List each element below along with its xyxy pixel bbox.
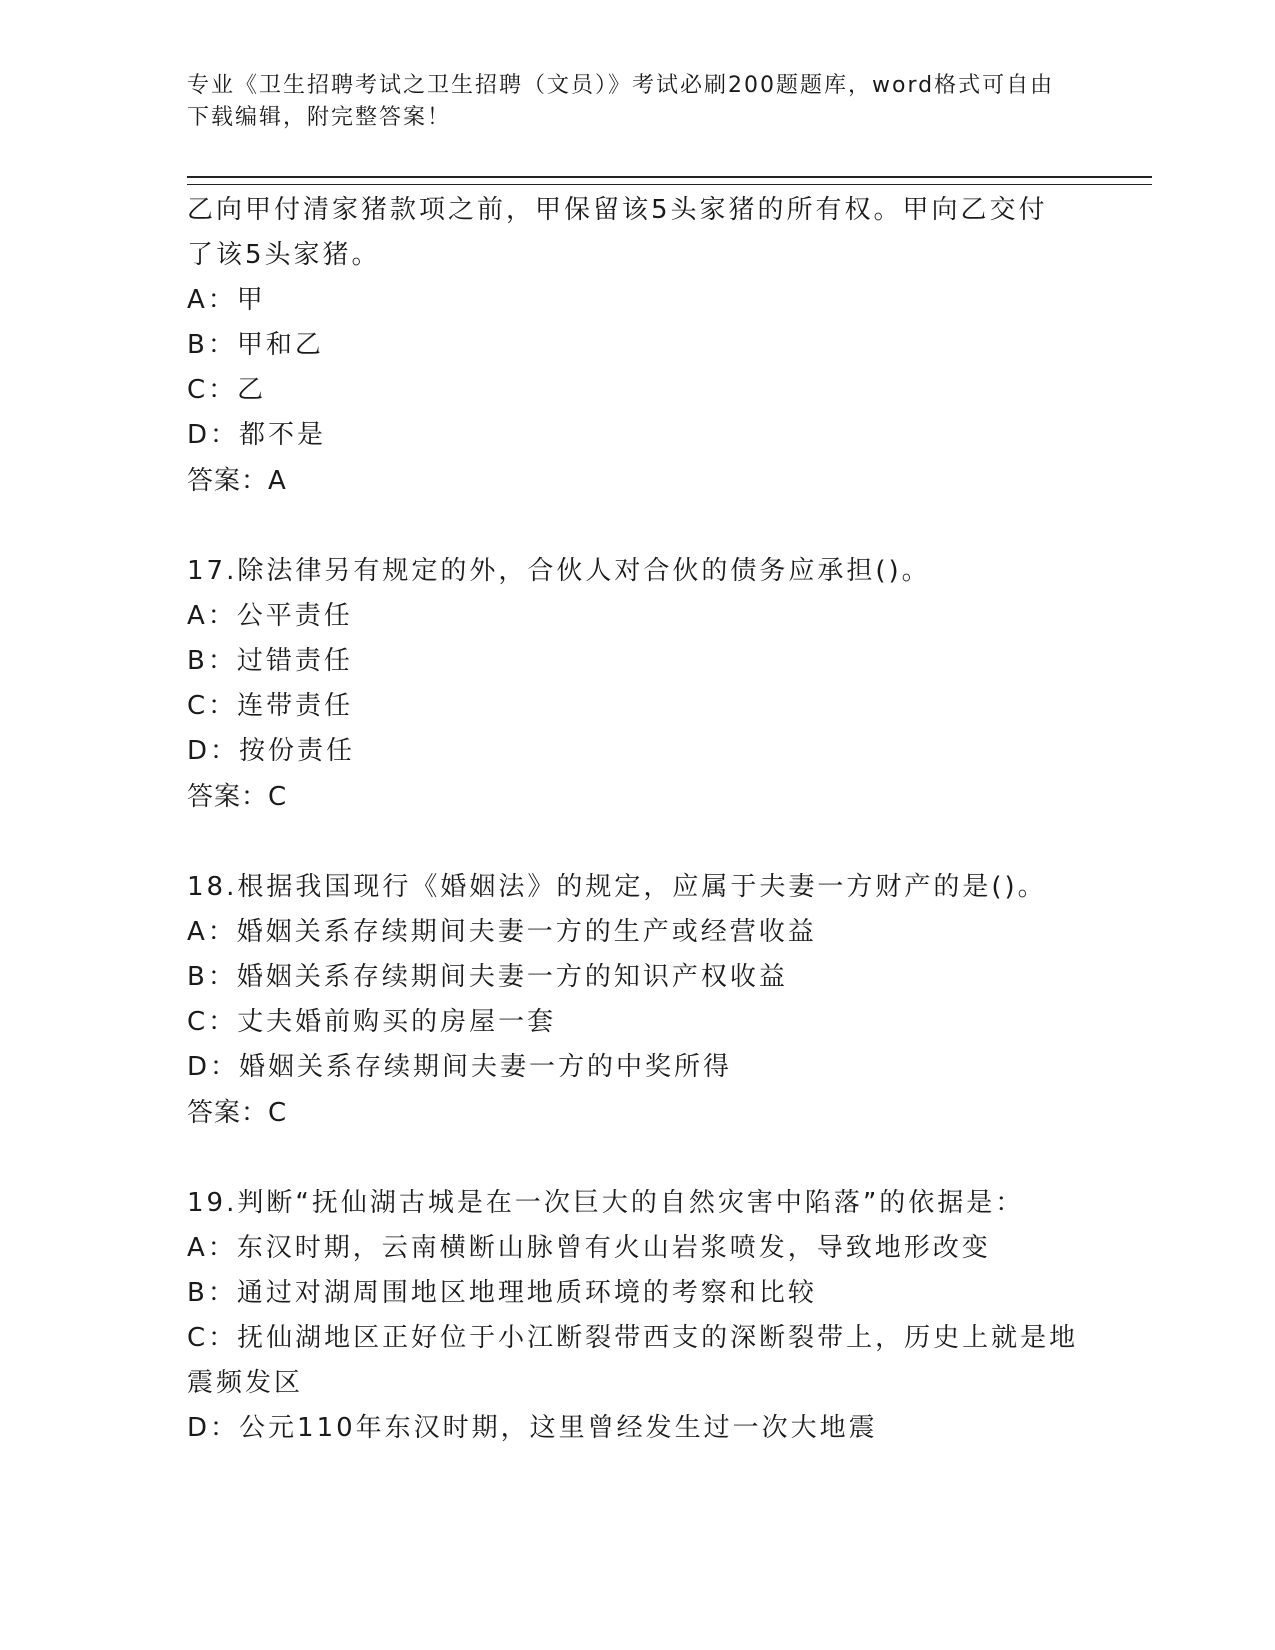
option-b: B：甲和乙 <box>187 330 324 360</box>
option-c: C：丈夫婚前购买的房屋一套 <box>187 1007 557 1037</box>
question-continuation-line: 乙向甲付清家猪款项之前，甲保留该5头家猪的所有权。甲向乙交付 <box>187 195 1048 225</box>
answer-label: 答案：C <box>187 782 288 812</box>
option-d: D：都不是 <box>187 420 327 450</box>
option-a: A：东汉时期，云南横断山脉曾有火山岩浆喷发，导致地形改变 <box>187 1233 991 1263</box>
document-header: 专业《卫生招聘考试之卫生招聘（文员）》考试必刷200题题库，word格式可自由下载编辑，附完整答案！ <box>187 73 1055 130</box>
option-a: A：甲 <box>187 285 266 315</box>
document-body <box>187 188 1087 1451</box>
question-stem: 19.判断“抚仙湖古城是在一次巨大的自然灾害中陷落”的依据是： <box>187 1188 1025 1218</box>
option-a: A：公平责任 <box>187 601 353 631</box>
spacer <box>187 1136 1087 1181</box>
option-c: C：乙 <box>187 375 267 405</box>
option-b: B：通过对湖周围地区地理地质环境的考察和比较 <box>187 1278 817 1308</box>
option-a: A：婚姻关系存续期间夫妻一方的生产或经营收益 <box>187 917 817 947</box>
header-divider <box>187 176 1152 185</box>
spacer <box>187 504 1087 549</box>
option-b: B：婚姻关系存续期间夫妻一方的知识产权收益 <box>187 962 788 992</box>
option-c: C：连带责任 <box>187 691 354 721</box>
question-stem: 18.根据我国现行《婚姻法》的规定，应属于夫妻一方财产的是()。 <box>187 872 1047 902</box>
answer-label: 答案：C <box>187 1098 288 1128</box>
option-d: D：按份责任 <box>187 736 356 766</box>
option-c: C：抚仙湖地区正好位于小江断裂带西支的深断裂带上，历史上就是地震频发区 <box>187 1323 1079 1398</box>
option-b: B：过错责任 <box>187 646 353 676</box>
option-d: D：婚姻关系存续期间夫妻一方的中奖所得 <box>187 1052 733 1082</box>
option-d: D：公元110年东汉时期，这里曾经发生过一次大地震 <box>187 1413 878 1443</box>
answer-label: 答案：A <box>187 466 287 496</box>
question-stem: 17.除法律另有规定的外，合伙人对合伙的债务应承担()。 <box>187 556 931 586</box>
question-continuation-line: 了该5头家猪。 <box>187 240 381 270</box>
spacer <box>187 820 1087 865</box>
